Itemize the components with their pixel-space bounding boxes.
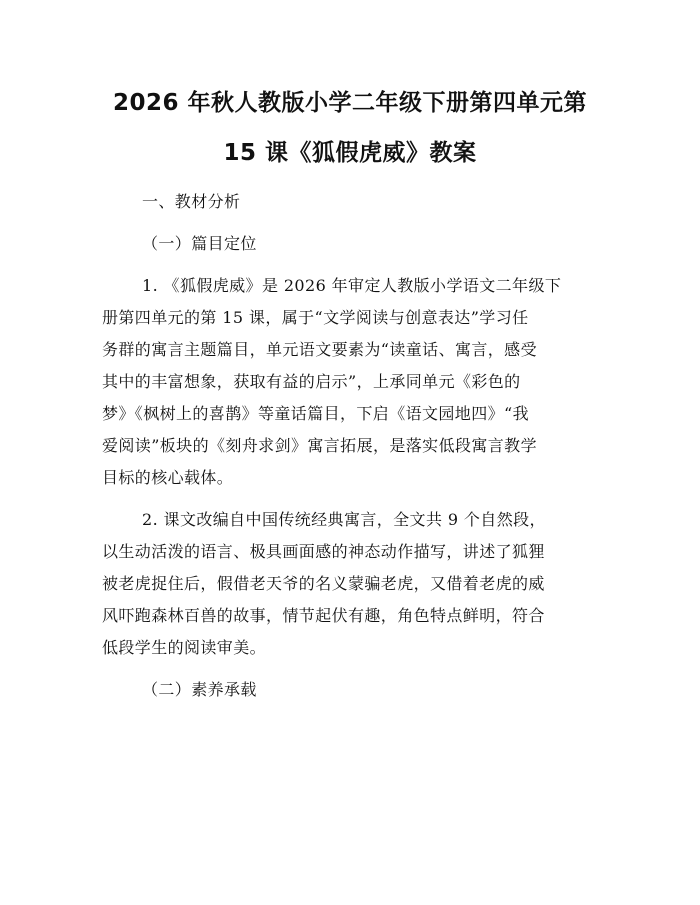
paragraph-2-line: 低段学生的阅读审美。 [102,638,267,657]
document-body [102,186,600,716]
subsection-heading-positioning: （一）篇目定位 [142,234,257,253]
title-line-1: 2026 年秋人教版小学二年级下册第四单元第 [112,90,588,116]
paragraph-1-line: 梦》《枫树上的喜鹊》等童话篇目，下启《语文园地四》“我 [102,404,529,423]
section-heading-textbook-analysis: 一、教材分析 [142,192,241,211]
document-title [100,78,600,178]
paragraph-2-line: 被老虎捉住后，假借老天爷的名义蒙骗老虎，又借着老虎的威 [102,574,545,593]
paragraph-1-line: 册第四单元的第 15 课，属于“文学阅读与创意表达”学习任 [102,308,529,327]
subsection-heading-literacy: （二）素养承载 [142,680,257,699]
paragraph-1-line: 1. 《狐假虎威》是 2026 年审定人教版小学语文二年级下 [142,276,562,295]
paragraph-1-line: 目标的核心载体。 [102,468,234,487]
paragraph-2-line: 2. 课文改编自中国传统经典寓言，全文共 9 个自然段， [142,510,546,529]
paragraph-1 [102,270,600,494]
paragraph-2-line: 风吓跑森林百兽的故事，情节起伏有趣，角色特点鲜明，符合 [102,606,545,625]
paragraph-2 [102,504,600,664]
paragraph-2-line: 以生动活泼的语言、极具画面感的神态动作描写，讲述了狐狸 [102,542,545,561]
paragraph-1-line: 其中的丰富想象，获取有益的启示”，上承同单元《彩色的 [102,372,521,391]
paragraph-1-line: 爱阅读”板块的《刻舟求剑》寓言拓展，是落实低段寓言教学 [102,436,537,455]
title-line-2: 15 课《狐假虎威》教案 [223,140,477,166]
paragraph-1-line: 务群的寓言主题篇目，单元语文要素为“读童话、寓言，感受 [102,340,537,359]
